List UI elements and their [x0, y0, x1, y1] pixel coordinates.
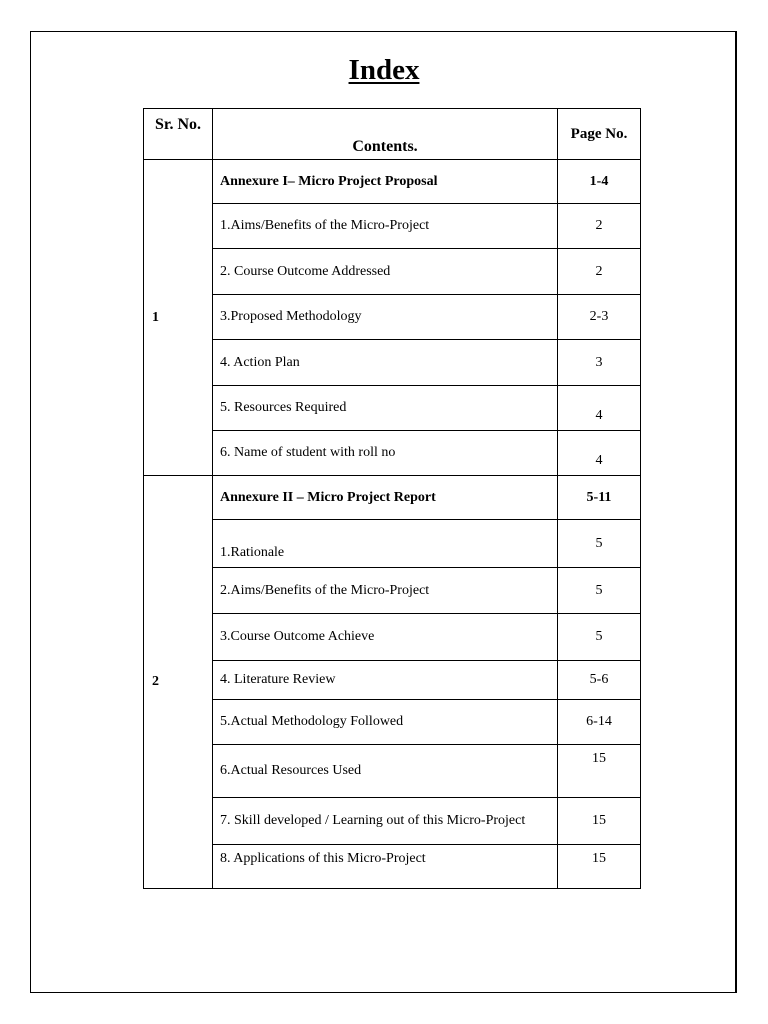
- table-row: [144, 661, 641, 700]
- table-row: [144, 614, 641, 661]
- page-number: 2: [558, 204, 641, 249]
- page-number: 4: [558, 386, 641, 431]
- header-page-no: Page No.: [558, 109, 641, 160]
- page-number: 5: [558, 568, 641, 614]
- table-row: [144, 745, 641, 798]
- page-number: 2-3: [558, 295, 641, 340]
- table-row: [144, 386, 641, 431]
- content-item: 1.Aims/Benefits of the Micro-Project: [213, 204, 558, 249]
- content-item: 6.Actual Resources Used: [213, 745, 558, 798]
- content-item: 5. Resources Required: [213, 386, 558, 431]
- table-row: [144, 295, 641, 340]
- page-number: 4: [558, 431, 641, 476]
- section-number: 2: [144, 476, 213, 889]
- section-heading: Annexure I– Micro Project Proposal: [213, 160, 558, 204]
- table-row: [144, 476, 641, 520]
- content-item: 8. Applications of this Micro-Project: [213, 845, 558, 889]
- section-number: 1: [144, 160, 213, 476]
- page-number: 15: [558, 798, 641, 845]
- header-sr-no: Sr. No.: [144, 109, 213, 160]
- content-item: 2. Course Outcome Addressed: [213, 249, 558, 295]
- table-row: [144, 204, 641, 249]
- content-item: 6. Name of student with roll no: [213, 431, 558, 476]
- table-row: [144, 700, 641, 745]
- table-row: [144, 340, 641, 386]
- page-number: 5-6: [558, 661, 641, 700]
- page-title: Index: [348, 54, 420, 86]
- page-number: 5: [558, 520, 641, 568]
- content-item: 7. Skill developed / Learning out of this Micro-Project: [213, 798, 558, 845]
- page-number: 1-4: [558, 160, 641, 204]
- content-item: 5.Actual Methodology Followed: [213, 700, 558, 745]
- table-header-row: [144, 109, 641, 160]
- page-number: 5-11: [558, 476, 641, 520]
- table-row: [144, 520, 641, 568]
- page-number: 2: [558, 249, 641, 295]
- table-row: [144, 249, 641, 295]
- table-row: [144, 798, 641, 845]
- content-item: 2.Aims/Benefits of the Micro-Project: [213, 568, 558, 614]
- header-contents: Contents.: [213, 109, 558, 160]
- content-item: 3.Proposed Methodology: [213, 295, 558, 340]
- table-row: [144, 845, 641, 889]
- table-row: [144, 160, 641, 204]
- content-item: 1.Rationale: [213, 520, 558, 568]
- page-number: 6-14: [558, 700, 641, 745]
- content-item: 4. Action Plan: [213, 340, 558, 386]
- page-number: 15: [558, 745, 641, 798]
- section-heading: Annexure II – Micro Project Report: [213, 476, 558, 520]
- table-row: [144, 568, 641, 614]
- content-item: 4. Literature Review: [213, 661, 558, 700]
- index-table: [143, 108, 641, 889]
- content-item: 3.Course Outcome Achieve: [213, 614, 558, 661]
- table-row: [144, 431, 641, 476]
- page-number: 5: [558, 614, 641, 661]
- page-number: 3: [558, 340, 641, 386]
- page-number: 15: [558, 845, 641, 889]
